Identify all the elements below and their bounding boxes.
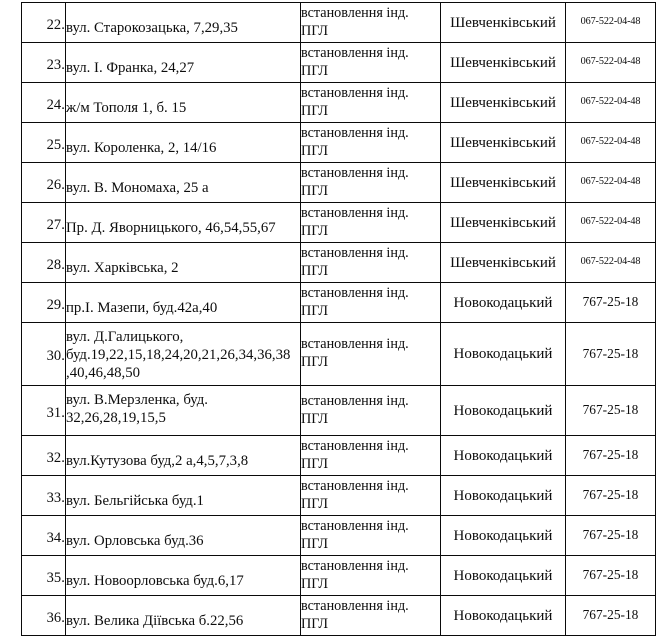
address-cell: [66, 43, 301, 83]
address-cell: [66, 123, 301, 163]
work-type-cell: [301, 386, 441, 436]
work-type-line1: встановлення інд.: [301, 44, 409, 61]
row-number-text: 25.: [46, 136, 65, 153]
work-type-line1: встановлення інд.: [301, 284, 409, 301]
row-number-text: 36.: [46, 609, 65, 626]
address-line: вул. В.Мерзленка, буд.: [66, 392, 208, 408]
table-row: [22, 283, 656, 323]
address-line: 32,26,28,19,15,5: [66, 410, 166, 427]
row-number-cell: [22, 83, 66, 123]
work-type-cell: [301, 243, 441, 283]
row-number-cell: [22, 436, 66, 476]
row-number-cell: [22, 203, 66, 243]
address-cell: [66, 243, 301, 283]
row-number-text: 26.: [46, 176, 65, 193]
address-line: вул. Бельгійська буд.1: [66, 492, 204, 509]
work-type-cell: [301, 3, 441, 43]
work-type-line1: встановлення інд.: [301, 437, 409, 454]
district-cell: Новокодацький: [441, 436, 566, 476]
address-cell: [66, 596, 301, 636]
work-type-line2: ПГЛ: [301, 495, 329, 512]
work-type-line2: ПГЛ: [301, 302, 329, 319]
table-row: [22, 436, 656, 476]
work-type-line1: встановлення інд.: [301, 4, 409, 21]
phone-cell: 767-25-18: [566, 556, 656, 596]
row-number-text: 23.: [46, 56, 65, 73]
row-number-text: 34.: [46, 529, 65, 546]
work-type-cell: [301, 436, 441, 476]
address-line: вул. Харківська, 2: [66, 259, 179, 276]
address-line: пр.І. Мазепи, буд.42а,40: [66, 299, 218, 316]
table-container: [21, 2, 655, 636]
address-cell: [66, 323, 301, 386]
address-cell: [66, 83, 301, 123]
work-type-line1: встановлення інд.: [301, 124, 409, 141]
work-type-line2: ПГЛ: [301, 182, 329, 199]
phone-cell: 767-25-18: [566, 283, 656, 323]
work-type-line2: ПГЛ: [301, 410, 329, 427]
district-cell: Шевченківський: [441, 123, 566, 163]
phone-cell: 067-522-04-48: [566, 203, 656, 243]
district-cell: Новокодацький: [441, 556, 566, 596]
work-type-line2: ПГЛ: [301, 354, 329, 370]
address-cell: [66, 436, 301, 476]
table-row: [22, 83, 656, 123]
address-cell: [66, 163, 301, 203]
address-cell: [66, 516, 301, 556]
address-cell: [66, 283, 301, 323]
address-cell: [66, 3, 301, 43]
district-cell: Шевченківський: [441, 243, 566, 283]
table-row: [22, 123, 656, 163]
district-cell: Шевченківський: [441, 3, 566, 43]
outage-schedule-table: [21, 2, 656, 636]
phone-cell: 767-25-18: [566, 323, 656, 386]
row-number-cell: [22, 43, 66, 83]
row-number-text: 33.: [46, 489, 65, 506]
district-cell: Новокодацький: [441, 476, 566, 516]
row-number-text: 24.: [46, 96, 65, 113]
table-row: [22, 476, 656, 516]
work-type-cell: [301, 163, 441, 203]
row-number-cell: [22, 3, 66, 43]
work-type-line2: ПГЛ: [301, 615, 329, 632]
table-row: [22, 3, 656, 43]
row-number-cell: [22, 516, 66, 556]
table-row: [22, 163, 656, 203]
row-number-cell: [22, 386, 66, 436]
address-line: вул. Короленка, 2, 14/16: [66, 139, 217, 156]
district-cell: Новокодацький: [441, 516, 566, 556]
address-line: ж/м Тополя 1, б. 15: [66, 99, 187, 116]
address-line: вул. Д.Галицького,: [66, 329, 184, 345]
work-type-line1: встановлення інд.: [301, 244, 409, 261]
phone-cell: 067-522-04-48: [566, 123, 656, 163]
phone-cell: 067-522-04-48: [566, 83, 656, 123]
row-number-text: 29.: [46, 296, 65, 313]
work-type-cell: [301, 323, 441, 386]
work-type-line2: ПГЛ: [301, 535, 329, 552]
district-cell: Новокодацький: [441, 323, 566, 386]
work-type-cell: [301, 283, 441, 323]
work-type-line2: ПГЛ: [301, 455, 329, 472]
row-number-cell: [22, 243, 66, 283]
table-row: [22, 203, 656, 243]
address-line: вул. Велика Діївська б.22,56: [66, 612, 244, 629]
district-cell: Шевченківський: [441, 163, 566, 203]
work-type-line2: ПГЛ: [301, 575, 329, 592]
address-line: Пр. Д. Яворницького, 46,54,55,67: [66, 219, 276, 236]
address-line: ,40,46,48,50: [66, 365, 140, 382]
address-line: вул.Кутузова буд,2 а,4,5,7,3,8: [66, 452, 249, 469]
work-type-cell: [301, 43, 441, 83]
address-line: вул. Старокозацька, 7,29,35: [66, 19, 238, 36]
row-number-text: 30.: [46, 348, 65, 365]
address-cell: [66, 476, 301, 516]
row-number-cell: [22, 123, 66, 163]
work-type-cell: [301, 123, 441, 163]
district-cell: Новокодацький: [441, 386, 566, 436]
work-type-line1: встановлення інд.: [301, 517, 409, 534]
district-cell: Шевченківський: [441, 83, 566, 123]
table-row: [22, 243, 656, 283]
work-type-line2: ПГЛ: [301, 262, 329, 279]
work-type-line1: встановлення інд.: [301, 557, 409, 574]
address-cell: [66, 386, 301, 436]
work-type-line1: встановлення інд.: [301, 204, 409, 221]
work-type-cell: [301, 516, 441, 556]
work-type-cell: [301, 476, 441, 516]
address-line: вул. І. Франка, 24,27: [66, 59, 195, 76]
phone-cell: 767-25-18: [566, 386, 656, 436]
district-cell: Шевченківський: [441, 203, 566, 243]
work-type-cell: [301, 203, 441, 243]
row-number-cell: [22, 283, 66, 323]
address-line: вул. Орловська буд.36: [66, 532, 204, 549]
work-type-line2: ПГЛ: [301, 142, 329, 159]
work-type-line1: встановлення інд.: [301, 597, 409, 614]
address-cell: [66, 203, 301, 243]
row-number-text: 35.: [46, 569, 65, 586]
district-cell: Новокодацький: [441, 596, 566, 636]
phone-cell: 067-522-04-48: [566, 3, 656, 43]
phone-cell: 767-25-18: [566, 596, 656, 636]
work-type-cell: [301, 83, 441, 123]
work-type-line2: ПГЛ: [301, 62, 329, 79]
district-cell: Новокодацький: [441, 283, 566, 323]
row-number-cell: [22, 323, 66, 386]
work-type-line2: ПГЛ: [301, 222, 329, 239]
row-number-text: 28.: [46, 256, 65, 273]
table-row: [22, 596, 656, 636]
table-row: [22, 43, 656, 83]
work-type-line1: встановлення інд.: [301, 84, 409, 101]
table-row: [22, 516, 656, 556]
row-number-text: 32.: [46, 449, 65, 466]
district-cell: Шевченківський: [441, 43, 566, 83]
row-number-cell: [22, 476, 66, 516]
phone-cell: 767-25-18: [566, 436, 656, 476]
row-number-cell: [22, 596, 66, 636]
table-body: [22, 3, 656, 636]
phone-cell: 067-522-04-48: [566, 243, 656, 283]
work-type-line2: ПГЛ: [301, 22, 329, 39]
address-line: вул. В. Мономаха, 25 а: [66, 179, 209, 196]
phone-cell: 067-522-04-48: [566, 43, 656, 83]
table-row: [22, 386, 656, 436]
row-number-text: 22.: [46, 16, 65, 33]
table-row: [22, 323, 656, 386]
address-line: буд.19,22,15,18,24,20,21,26,34,36,38: [66, 347, 291, 364]
row-number-text: 27.: [46, 216, 65, 233]
work-type-line1: встановлення інд.: [301, 164, 409, 181]
work-type-line1: встановлення інд.: [301, 336, 409, 353]
phone-cell: 767-25-18: [566, 476, 656, 516]
work-type-line1: встановлення інд.: [301, 392, 409, 409]
address-line: вул. Новоорловська буд.6,17: [66, 572, 244, 589]
phone-cell: 067-522-04-48: [566, 163, 656, 203]
row-number-cell: [22, 163, 66, 203]
work-type-cell: [301, 596, 441, 636]
work-type-line1: встановлення інд.: [301, 477, 409, 494]
row-number-text: 31.: [46, 404, 65, 421]
phone-cell: 767-25-18: [566, 516, 656, 556]
work-type-line2: ПГЛ: [301, 102, 329, 119]
